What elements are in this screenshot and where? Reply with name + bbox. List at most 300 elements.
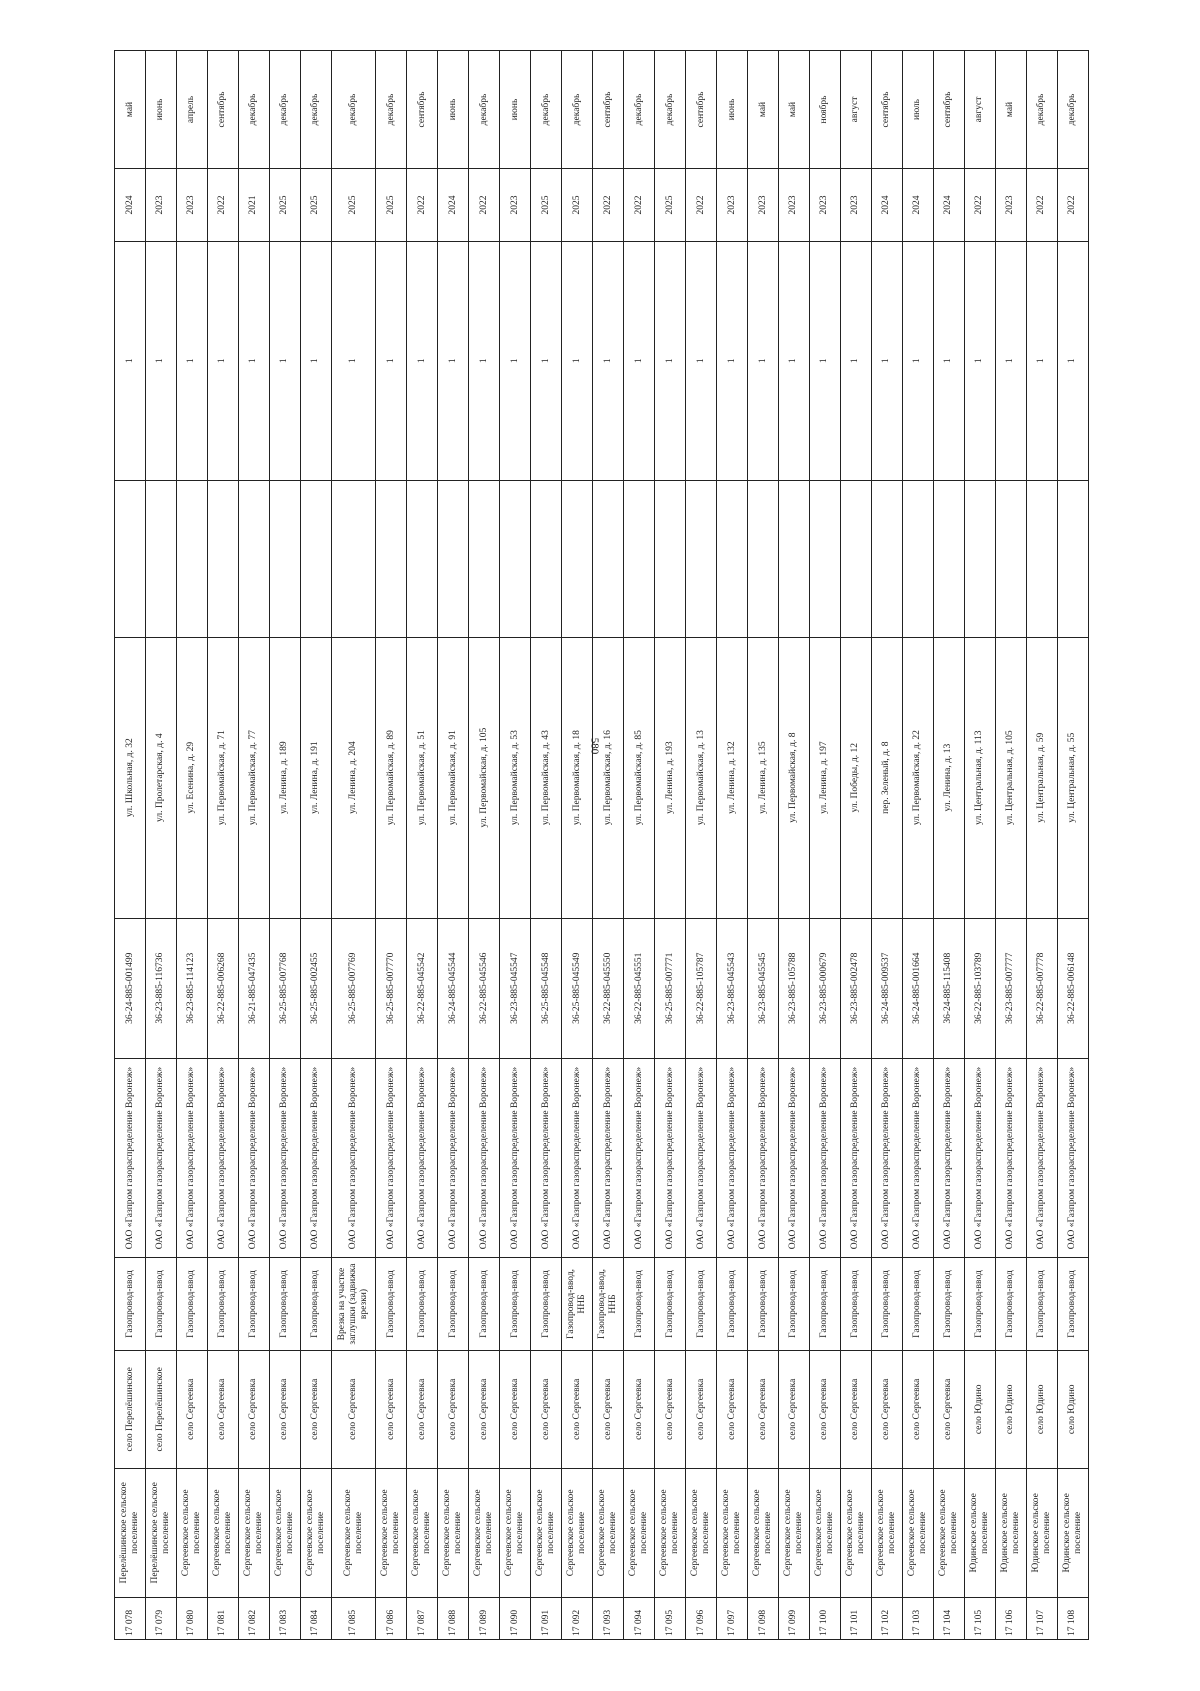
cell-number: 17 108 [1057,1597,1088,1639]
cell-address: ул. Ленина, д. 204 [331,637,376,918]
cell-count: 1 [933,241,964,480]
cell-object-code: 36-25-885-002455 [300,918,331,1058]
cell-owner: ОАО «Газпром газораспределение Воронеж» [809,1058,840,1257]
cell-address: ул. Первомайская, д. 8 [778,637,809,918]
cell-empty [376,480,407,637]
table-row [1057,51,1088,1640]
cell-object-code: 36-22-885-045551 [624,918,655,1058]
cell-object-code: 36-22-885-045550 [593,918,624,1058]
cell-locality: село Сергеевка [809,1350,840,1468]
table-row [871,51,902,1640]
cell-locality: село Сергеевка [500,1350,531,1468]
cell-settlement: Сергеевское сельское поселение [840,1468,871,1597]
cell-owner: ОАО «Газпром газораспределение Воронеж» [145,1058,176,1257]
cell-object-type: Газопровод-ввод [871,1258,902,1351]
cell-object-type: Газопровод-ввод [469,1258,500,1351]
cell-settlement: Сергеевское сельское поселение [269,1468,300,1597]
table-row [407,51,438,1640]
cell-locality: село Сергеевка [238,1350,269,1468]
cell-object-code: 36-23-885-045545 [748,918,779,1058]
cell-locality: село Сергеевка [593,1350,624,1468]
cell-empty [300,480,331,637]
cell-settlement: Сергеевское сельское поселение [778,1468,809,1597]
cell-empty [902,480,933,637]
cell-owner: ОАО «Газпром газораспределение Воронеж» [933,1058,964,1257]
cell-year: 2023 [809,168,840,241]
cell-object-code: 36-22-885-006268 [207,918,238,1058]
cell-owner: ОАО «Газпром газораспределение Воронеж» [207,1058,238,1257]
cell-number: 17 101 [840,1597,871,1639]
cell-year: 2025 [655,168,686,241]
cell-empty [1026,480,1057,637]
cell-year: 2023 [748,168,779,241]
cell-month: сентябрь [593,51,624,169]
cell-address: ул. Первомайская, д. 71 [207,637,238,918]
cell-object-type: Газопровод-ввод [748,1258,779,1351]
cell-count: 1 [438,241,469,480]
cell-count: 1 [207,241,238,480]
cell-count: 1 [1057,241,1088,480]
cell-locality: село Сергеевка [469,1350,500,1468]
cell-object-code: 36-23-885-045543 [717,918,748,1058]
cell-object-code: 36-23-885-002478 [840,918,871,1058]
cell-locality: село Юдино [995,1350,1026,1468]
table-row [778,51,809,1640]
cell-owner: ОАО «Газпром газораспределение Воронеж» [717,1058,748,1257]
cell-number: 17 085 [331,1597,376,1639]
cell-count: 1 [407,241,438,480]
cell-object-code: 36-25-885-007769 [331,918,376,1058]
cell-count: 1 [655,241,686,480]
cell-object-type: Газопровод-ввод, ННБ [562,1258,593,1351]
cell-year: 2022 [686,168,717,241]
table-row [438,51,469,1640]
page-number: 580 [588,737,601,755]
cell-settlement: Сергеевское сельское поселение [686,1468,717,1597]
cell-year: 2022 [1057,168,1088,241]
cell-empty [176,480,207,637]
cell-locality: село Перелёшинское [115,1350,146,1468]
cell-locality: село Юдино [1026,1350,1057,1468]
table-row [809,51,840,1640]
cell-object-type: Газопровод-ввод, ННБ [593,1258,624,1351]
cell-object-code: 36-22-885-045546 [469,918,500,1058]
cell-year: 2023 [176,168,207,241]
cell-year: 2021 [238,168,269,241]
cell-owner: ОАО «Газпром газораспределение Воронеж» [593,1058,624,1257]
cell-number: 17 104 [933,1597,964,1639]
cell-owner: ОАО «Газпром газораспределение Воронеж» [871,1058,902,1257]
table-row [176,51,207,1640]
cell-settlement: Юдинское сельское поселение [964,1468,995,1597]
cell-empty [624,480,655,637]
cell-year: 2024 [902,168,933,241]
cell-month: декабрь [376,51,407,169]
cell-month: декабрь [238,51,269,169]
cell-object-code: 36-23-885-045547 [500,918,531,1058]
table-row [717,51,748,1640]
cell-empty [331,480,376,637]
cell-object-type: Врезка на участке заглушки (задвижка врезки) [331,1258,376,1351]
cell-count: 1 [871,241,902,480]
cell-owner: ОАО «Газпром газораспределение Воронеж» [238,1058,269,1257]
cell-year: 2022 [964,168,995,241]
cell-settlement: Сергеевское сельское поселение [748,1468,779,1597]
cell-month: декабрь [531,51,562,169]
cell-object-code: 36-24-885-001664 [902,918,933,1058]
cell-number: 17 079 [145,1597,176,1639]
cell-owner: ОАО «Газпром газораспределение Воронеж» [500,1058,531,1257]
table-row [207,51,238,1640]
cell-object-type: Газопровод-ввод [809,1258,840,1351]
cell-object-code: 36-21-885-047435 [238,918,269,1058]
cell-object-type: Газопровод-ввод [115,1258,146,1351]
cell-month: июнь [438,51,469,169]
cell-object-type: Газопровод-ввод [500,1258,531,1351]
cell-year: 2024 [871,168,902,241]
cell-month: декабрь [562,51,593,169]
cell-month: май [995,51,1026,169]
cell-object-type: Газопровод-ввод [300,1258,331,1351]
cell-empty [871,480,902,637]
cell-object-type: Газопровод-ввод [995,1258,1026,1351]
cell-number: 17 083 [269,1597,300,1639]
cell-month: декабрь [469,51,500,169]
cell-address: ул. Первомайская, д. 43 [531,637,562,918]
table-row [562,51,593,1640]
cell-settlement: Сергеевское сельское поселение [624,1468,655,1597]
cell-year: 2025 [331,168,376,241]
cell-empty [655,480,686,637]
rotated-table-wrapper [114,50,1089,1640]
cell-address: ул. Ленина, д. 135 [748,637,779,918]
cell-address: ул. Ленина, д. 13 [933,637,964,918]
cell-settlement: Сергеевское сельское поселение [176,1468,207,1597]
cell-address: ул. Ленина, д. 191 [300,637,331,918]
cell-owner: ОАО «Газпром газораспределение Воронеж» [964,1058,995,1257]
cell-object-code: 36-22-885-006148 [1057,918,1088,1058]
cell-month: сентябрь [407,51,438,169]
cell-number: 17 089 [469,1597,500,1639]
cell-object-code: 36-23-885-105788 [778,918,809,1058]
table-row [933,51,964,1640]
table-row [500,51,531,1640]
cell-object-code: 36-22-885-105787 [686,918,717,1058]
cell-address: ул. Первомайская, д. 16 [593,637,624,918]
cell-count: 1 [686,241,717,480]
cell-count: 1 [840,241,871,480]
cell-year: 2023 [500,168,531,241]
table-row [376,51,407,1640]
cell-settlement: Юдинское сельское поселение [995,1468,1026,1597]
cell-object-type: Газопровод-ввод [655,1258,686,1351]
cell-object-type: Газопровод-ввод [531,1258,562,1351]
cell-year: 2022 [593,168,624,241]
cell-owner: ОАО «Газпром газораспределение Воронеж» [1026,1058,1057,1257]
cell-settlement: Сергеевское сельское поселение [300,1468,331,1597]
cell-empty [438,480,469,637]
cell-empty [407,480,438,637]
table-row [748,51,779,1640]
cell-settlement: Сергеевское сельское поселение [376,1468,407,1597]
table-body [115,51,1089,1640]
cell-year: 2025 [376,168,407,241]
cell-object-code: 36-25-885-007771 [655,918,686,1058]
cell-address: ул. Ленина, д. 193 [655,637,686,918]
cell-month: декабрь [300,51,331,169]
cell-year: 2022 [1026,168,1057,241]
cell-locality: село Перелёшинское [145,1350,176,1468]
cell-object-type: Газопровод-ввод [269,1258,300,1351]
cell-settlement: Юдинское сельское поселение [1057,1468,1088,1597]
cell-count: 1 [593,241,624,480]
cell-count: 1 [748,241,779,480]
cell-object-code: 36-22-885-103789 [964,918,995,1058]
cell-year: 2022 [624,168,655,241]
cell-object-code: 36-24-885-115408 [933,918,964,1058]
cell-count: 1 [624,241,655,480]
cell-empty [840,480,871,637]
cell-locality: село Сергеевка [871,1350,902,1468]
cell-address: ул. Ленина, д. 189 [269,637,300,918]
cell-number: 17 081 [207,1597,238,1639]
cell-number: 17 096 [686,1597,717,1639]
cell-number: 17 099 [778,1597,809,1639]
cell-object-code: 36-24-885-009537 [871,918,902,1058]
cell-month: декабрь [1026,51,1057,169]
cell-number: 17 080 [176,1597,207,1639]
table-row [902,51,933,1640]
cell-settlement: Сергеевское сельское поселение [438,1468,469,1597]
cell-count: 1 [331,241,376,480]
cell-number: 17 103 [902,1597,933,1639]
cell-owner: ОАО «Газпром газораспределение Воронеж» [407,1058,438,1257]
cell-address: ул. Первомайская, д. 89 [376,637,407,918]
cell-settlement: Сергеевское сельское поселение [717,1468,748,1597]
cell-address: ул. Центральная, д. 55 [1057,637,1088,918]
cell-settlement: Сергеевское сельское поселение [331,1468,376,1597]
cell-count: 1 [531,241,562,480]
cell-locality: село Сергеевка [624,1350,655,1468]
cell-locality: село Сергеевка [748,1350,779,1468]
cell-object-code: 36-25-885-045548 [531,918,562,1058]
cell-number: 17 090 [500,1597,531,1639]
cell-count: 1 [145,241,176,480]
cell-year: 2022 [407,168,438,241]
cell-locality: село Сергеевка [686,1350,717,1468]
cell-owner: ОАО «Газпром газораспределение Воронеж» [562,1058,593,1257]
table-row [964,51,995,1640]
cell-owner: ОАО «Газпром газораспределение Воронеж» [686,1058,717,1257]
cell-object-code: 36-24-885-045544 [438,918,469,1058]
cell-month: сентябрь [686,51,717,169]
cell-month: июль [902,51,933,169]
cell-address: ул. Ленина, д. 132 [717,637,748,918]
cell-empty [995,480,1026,637]
cell-address: ул. Центральная, д. 105 [995,637,1026,918]
cell-empty [933,480,964,637]
cell-object-type: Газопровод-ввод [717,1258,748,1351]
cell-settlement: Сергеевское сельское поселение [933,1468,964,1597]
cell-object-type: Газопровод-ввод [1057,1258,1088,1351]
table-row [469,51,500,1640]
cell-number: 17 092 [562,1597,593,1639]
cell-locality: село Юдино [1057,1350,1088,1468]
cell-month: май [748,51,779,169]
cell-settlement: Сергеевское сельское поселение [531,1468,562,1597]
cell-empty [593,480,624,637]
cell-count: 1 [964,241,995,480]
cell-year: 2025 [300,168,331,241]
cell-object-code: 36-24-885-001499 [115,918,146,1058]
cell-count: 1 [809,241,840,480]
cell-empty [562,480,593,637]
cell-number: 17 098 [748,1597,779,1639]
cell-owner: ОАО «Газпром газораспределение Воронеж» [376,1058,407,1257]
cell-locality: село Сергеевка [207,1350,238,1468]
cell-owner: ОАО «Газпром газораспределение Воронеж» [778,1058,809,1257]
cell-year: 2023 [995,168,1026,241]
cell-month: июнь [717,51,748,169]
cell-month: декабрь [331,51,376,169]
cell-address: ул. Есенина, д. 29 [176,637,207,918]
cell-object-type: Газопровод-ввод [438,1258,469,1351]
cell-month: август [964,51,995,169]
cell-count: 1 [269,241,300,480]
cell-empty [207,480,238,637]
cell-object-type: Газопровод-ввод [376,1258,407,1351]
cell-settlement: Сергеевское сельское поселение [207,1468,238,1597]
cell-locality: село Сергеевка [376,1350,407,1468]
cell-settlement: Сергеевское сельское поселение [469,1468,500,1597]
cell-month: июнь [500,51,531,169]
cell-year: 2023 [717,168,748,241]
cell-month: декабрь [655,51,686,169]
cell-number: 17 107 [1026,1597,1057,1639]
cell-locality: село Сергеевка [176,1350,207,1468]
cell-locality: село Юдино [964,1350,995,1468]
cell-month: декабрь [269,51,300,169]
cell-object-type: Газопровод-ввод [840,1258,871,1351]
cell-object-code: 36-22-885-007778 [1026,918,1057,1058]
cell-month: сентябрь [207,51,238,169]
cell-address: ул. Пролетарская, д. 4 [145,637,176,918]
cell-empty [1057,480,1088,637]
cell-address: ул. Первомайская, д. 53 [500,637,531,918]
cell-empty [269,480,300,637]
cell-empty [748,480,779,637]
cell-empty [145,480,176,637]
cell-year: 2023 [840,168,871,241]
cell-empty [686,480,717,637]
cell-settlement: Сергеевское сельское поселение [871,1468,902,1597]
cell-empty [500,480,531,637]
cell-locality: село Сергеевка [717,1350,748,1468]
cell-month: май [115,51,146,169]
cell-count: 1 [1026,241,1057,480]
cell-month: май [778,51,809,169]
cell-year: 2024 [115,168,146,241]
cell-year: 2024 [933,168,964,241]
cell-month: сентябрь [871,51,902,169]
cell-object-code: 36-23-885-000679 [809,918,840,1058]
cell-object-type: Газопровод-ввод [778,1258,809,1351]
cell-object-code: 36-22-885-045542 [407,918,438,1058]
cell-owner: ОАО «Газпром газораспределение Воронеж» [269,1058,300,1257]
cell-settlement: Сергеевское сельское поселение [562,1468,593,1597]
cell-locality: село Сергеевка [562,1350,593,1468]
cell-object-code: 36-23-885-114123 [176,918,207,1058]
cell-count: 1 [176,241,207,480]
cell-empty [717,480,748,637]
cell-locality: село Сергеевка [655,1350,686,1468]
cell-settlement: Сергеевское сельское поселение [500,1468,531,1597]
cell-number: 17 100 [809,1597,840,1639]
cell-address: ул. Первомайская, д. 91 [438,637,469,918]
cell-year: 2023 [778,168,809,241]
cell-address: ул. Первомайская, д. 85 [624,637,655,918]
cell-count: 1 [300,241,331,480]
cell-object-type: Газопровод-ввод [1026,1258,1057,1351]
cell-number: 17 095 [655,1597,686,1639]
cell-owner: ОАО «Газпром газораспределение Воронеж» [531,1058,562,1257]
cell-month: сентябрь [933,51,964,169]
cell-number: 17 094 [624,1597,655,1639]
cell-number: 17 093 [593,1597,624,1639]
cell-address: ул. Ленина, д. 197 [809,637,840,918]
cell-address: ул. Центральная, д. 113 [964,637,995,918]
cell-count: 1 [902,241,933,480]
cell-month: август [840,51,871,169]
cell-object-type: Газопровод-ввод [238,1258,269,1351]
cell-object-type: Газопровод-ввод [176,1258,207,1351]
cell-empty [809,480,840,637]
table-row [1026,51,1057,1640]
cell-object-code: 36-23-885-116736 [145,918,176,1058]
cell-count: 1 [500,241,531,480]
cell-number: 17 102 [871,1597,902,1639]
cell-year: 2025 [562,168,593,241]
cell-empty [469,480,500,637]
table-row [115,51,146,1640]
cell-month: июнь [145,51,176,169]
cell-number: 17 106 [995,1597,1026,1639]
cell-address: ул. Первомайская, д. 18 [562,637,593,918]
cell-locality: село Сергеевка [407,1350,438,1468]
table-row [331,51,376,1640]
table-row [531,51,562,1640]
cell-address: ул. Первомайская, д. 105 [469,637,500,918]
cell-number: 17 088 [438,1597,469,1639]
cell-address: ул. Центральная, д. 59 [1026,637,1057,918]
cell-settlement: Перелёшинское сельское поселение [145,1468,176,1597]
cell-locality: село Сергеевка [300,1350,331,1468]
cell-number: 17 078 [115,1597,146,1639]
cell-object-type: Газопровод-ввод [933,1258,964,1351]
cell-object-code: 36-23-885-007777 [995,918,1026,1058]
cell-object-type: Газопровод-ввод [407,1258,438,1351]
table-row [686,51,717,1640]
cell-year: 2022 [469,168,500,241]
cell-count: 1 [376,241,407,480]
cell-locality: село Сергеевка [331,1350,376,1468]
cell-number: 17 084 [300,1597,331,1639]
cell-month: декабрь [1057,51,1088,169]
cell-owner: ОАО «Газпром газораспределение Воронеж» [300,1058,331,1257]
cell-year: 2022 [207,168,238,241]
cell-count: 1 [717,241,748,480]
cell-number: 17 087 [407,1597,438,1639]
